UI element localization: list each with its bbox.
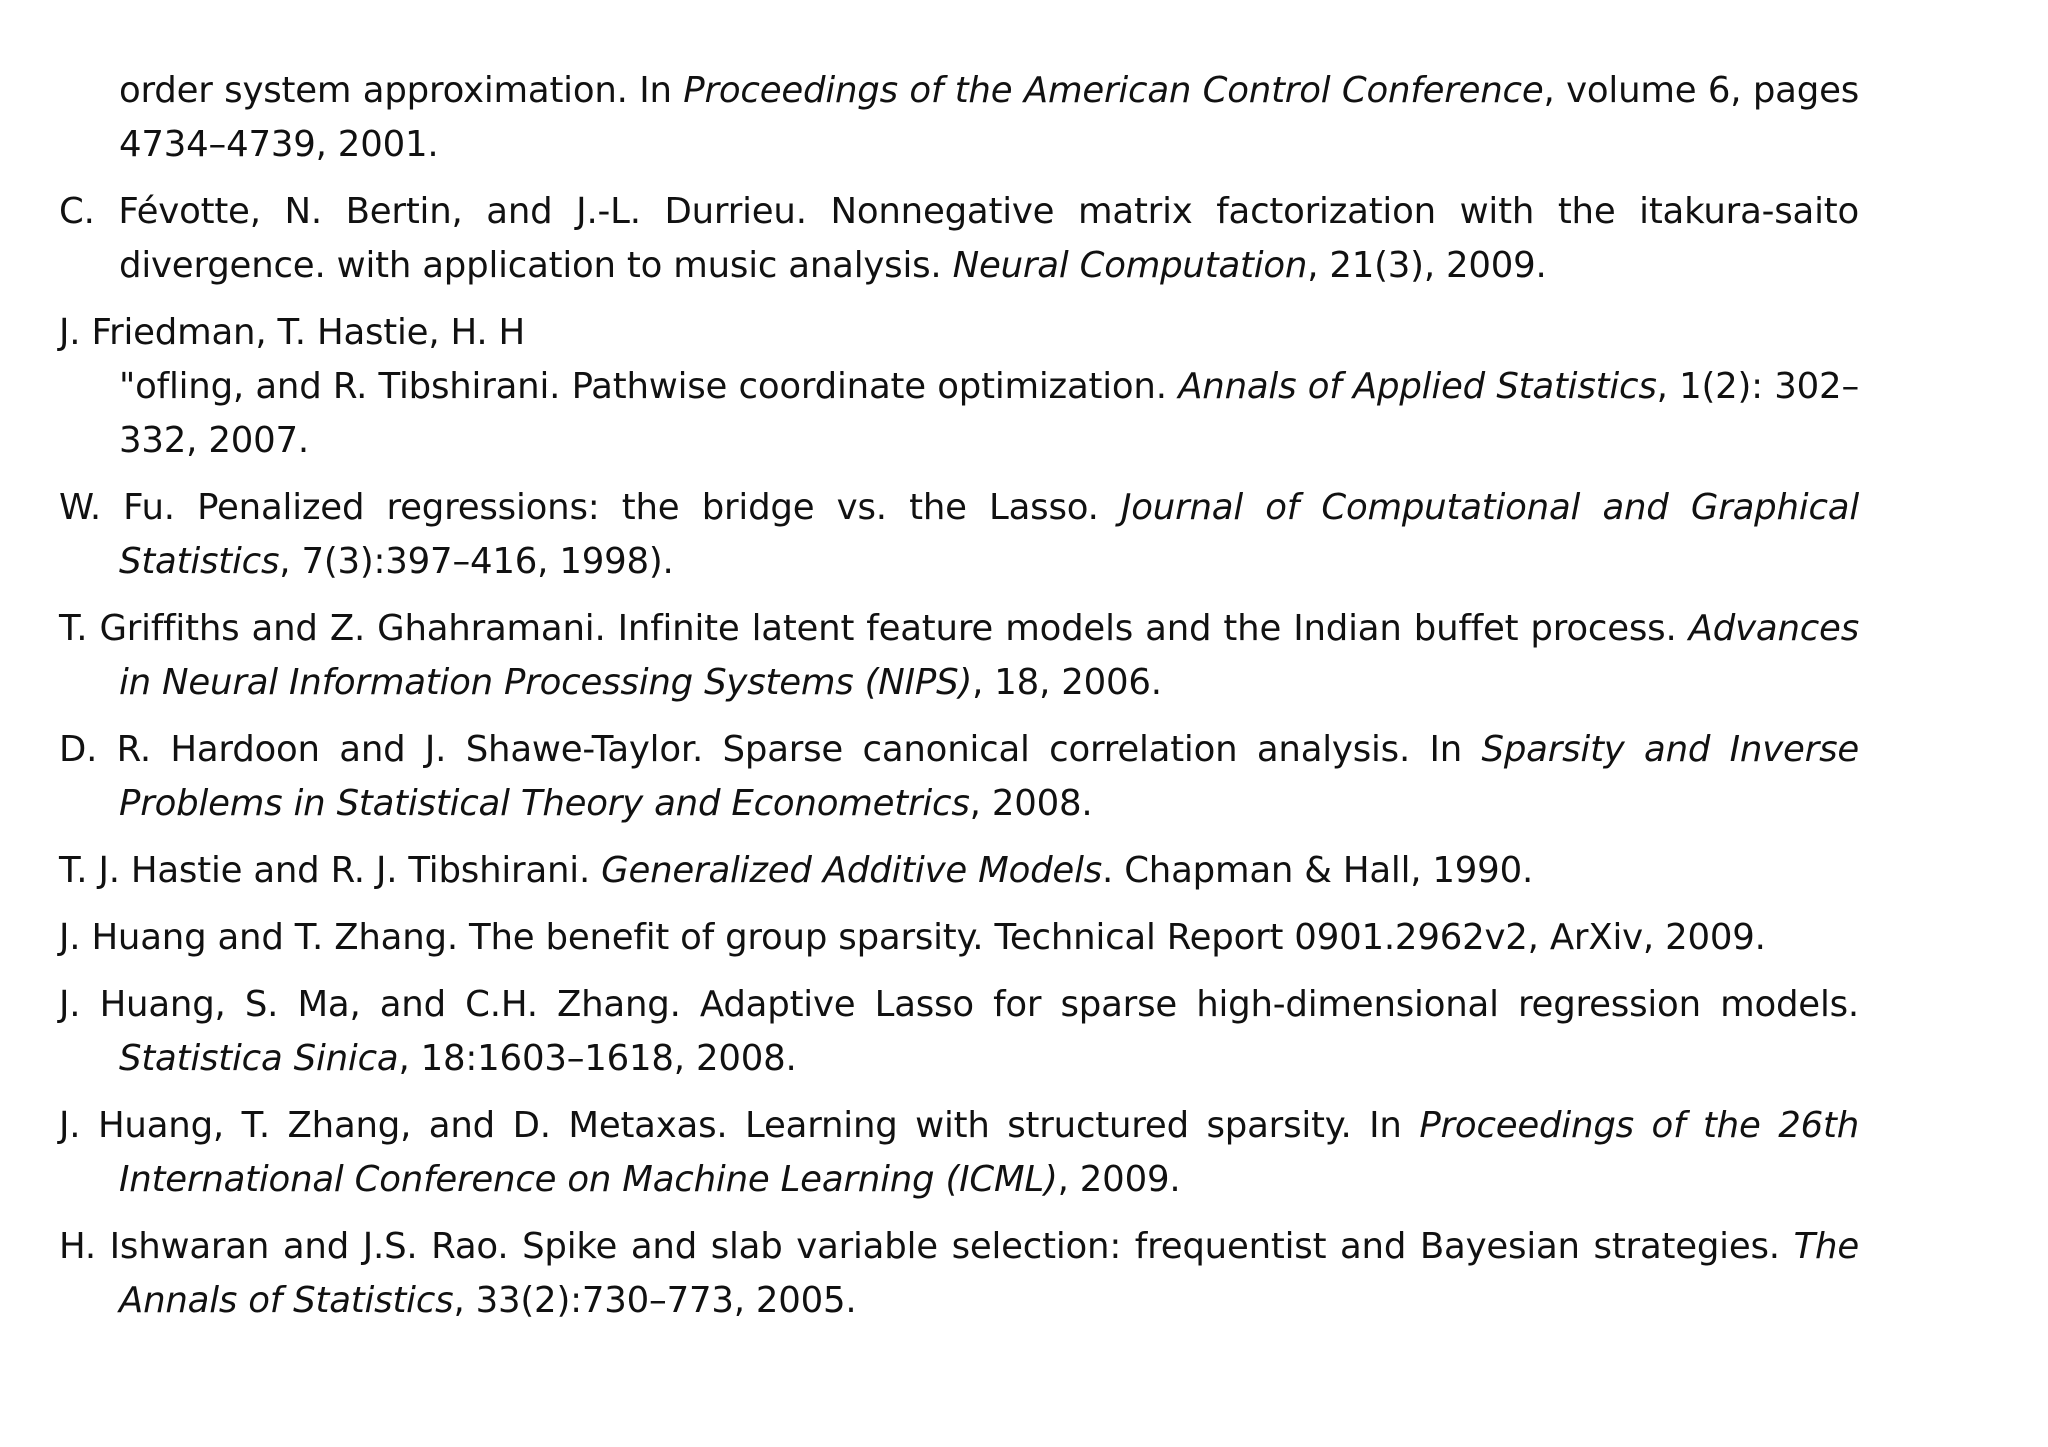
reference-venue-italic: Generalized Additive Models — [601, 850, 1103, 891]
reference-entry — [59, 64, 1859, 172]
reference-list — [59, 64, 1859, 1341]
reference-venue-italic: Proceedings of the 26th International Conference on Machine Learning (ICML) — [119, 1105, 1860, 1200]
reference-venue-italic: Sparsity and Inverse Problems in Statistical Theory and Econometrics — [119, 729, 1860, 824]
reference-text: C. Févotte, N. Bertin, and J.-L. Durrieu. Nonnegative matrix factorization with the itakura-saito divergence. with application to music analysis. — [59, 191, 1859, 286]
reference-text: "ofling, and R. Tibshirani. Pathwise coordinate optimization. — [119, 366, 1179, 407]
reference-venue-italic: Proceedings of the American Control Conference — [683, 70, 1544, 111]
reference-venue-italic: Neural Computation — [952, 245, 1308, 286]
reference-text: J. Huang, S. Ma, and C.H. Zhang. Adaptive Lasso for sparse high-dimensional regression models. — [59, 984, 1859, 1025]
reference-entry — [59, 844, 1859, 898]
reference-text: . Chapman & Hall, 1990. — [1102, 850, 1534, 891]
reference-text: J. Friedman, T. Hastie, H. H — [59, 312, 526, 353]
reference-text: , 2008. — [969, 783, 1093, 824]
reference-entry — [59, 723, 1859, 831]
reference-text: T. J. Hastie and R. J. Tibshirani. — [59, 850, 602, 891]
reference-text: , 18, 2006. — [972, 662, 1162, 703]
reference-text: W. Fu. Penalized regressions: the bridge vs. the Lasso. — [59, 487, 1122, 528]
reference-entry — [59, 978, 1859, 1086]
reference-entry — [59, 185, 1859, 293]
reference-venue-italic: Annals of Applied Statistics — [1178, 366, 1657, 407]
reference-entry — [59, 306, 1859, 468]
reference-text: D. R. Hardoon and J. Shawe-Taylor. Sparse canonical correlation analysis. In — [59, 729, 1482, 770]
reference-venue-italic: Statistica Sinica — [119, 1038, 399, 1079]
reference-text: J. Huang and T. Zhang. The benefit of group sparsity. Technical Report 0901.2962v2, ArXiv, 2009. — [59, 917, 1766, 958]
reference-text: , 21(3), 2009. — [1307, 245, 1547, 286]
reference-entry — [59, 911, 1859, 965]
reference-entry — [59, 602, 1859, 710]
reference-text: order system approximation. In — [119, 70, 684, 111]
reference-text: J. Huang, T. Zhang, and D. Metaxas. Learning with structured sparsity. In — [59, 1105, 1420, 1146]
reference-text: , volume 6, pages 4734–4739, 2001. — [119, 70, 1859, 165]
reference-entry — [59, 1099, 1859, 1207]
reference-text: , 7(3):397–416, 1998). — [279, 541, 674, 582]
reference-text: T. Griffiths and Z. Ghahramani. Infinite latent feature models and the Indian buffet process. — [59, 608, 1689, 649]
reference-text: H. Ishwaran and J.S. Rao. Spike and slab variable selection: frequentist and Bayesian strategies. — [59, 1226, 1794, 1267]
reference-text: , 1(2): 302–332, 2007. — [119, 366, 1859, 461]
reference-text: , 33(2):730–773, 2005. — [453, 1280, 857, 1321]
reference-entry — [59, 1220, 1859, 1328]
reference-venue-italic: Advances in Neural Information Processing Systems (NIPS) — [119, 608, 1859, 703]
reference-venue-italic: The Annals of Statistics — [119, 1226, 1859, 1321]
reference-entry — [59, 481, 1859, 589]
reference-venue-italic: Journal of Computational and Graphical Statistics — [119, 487, 1859, 582]
reference-text: , 18:1603–1618, 2008. — [398, 1038, 797, 1079]
reference-text: , 2009. — [1057, 1159, 1181, 1200]
